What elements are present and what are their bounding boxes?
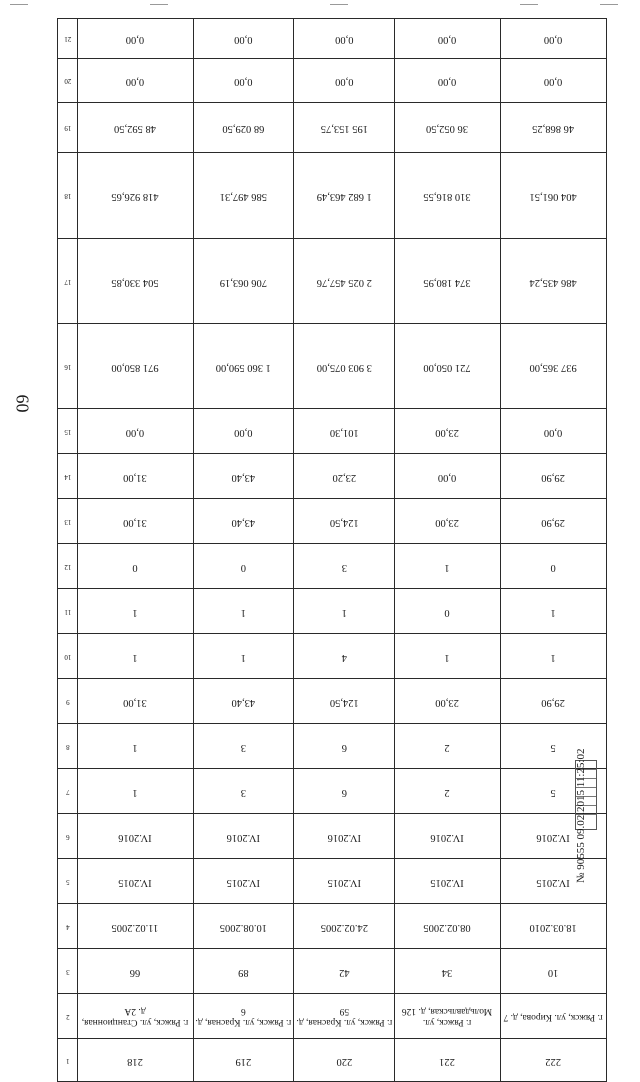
table-row — [58, 814, 607, 859]
table-row — [58, 324, 607, 409]
column-number-cell: 8 — [58, 724, 78, 769]
table-cell: 43,40 — [193, 454, 294, 499]
table-cell: 48 592,50 — [77, 103, 193, 153]
table-cell: 1 — [77, 724, 193, 769]
table-cell: 0 — [193, 544, 294, 589]
table-row — [58, 409, 607, 454]
table-cell: IV.2015 — [294, 859, 395, 904]
table-cell: 10.08.2005 — [193, 904, 294, 949]
table-cell: 1 — [394, 634, 500, 679]
table-row — [58, 634, 607, 679]
page-number: 60 — [12, 394, 33, 413]
column-number-cell: 5 — [58, 859, 78, 904]
table-cell: 486 435,24 — [500, 239, 606, 324]
column-number-cell: 21 — [58, 19, 78, 59]
table-cell: 34 — [394, 949, 500, 994]
table-cell: 2 — [394, 769, 500, 814]
table-cell: 08.02.2005 — [394, 904, 500, 949]
table-cell: 1 360 590,00 — [193, 324, 294, 409]
table-cell: 2 — [394, 724, 500, 769]
table-cell: IV.2015 — [77, 859, 193, 904]
table-cell: 1 — [77, 634, 193, 679]
table-cell: 5 — [500, 724, 606, 769]
table-cell: 1 — [294, 589, 395, 634]
table-cell: 404 061,51 — [500, 153, 606, 239]
table-row — [58, 949, 607, 994]
table-cell: 3 — [193, 769, 294, 814]
table-cell: 1 — [500, 589, 606, 634]
document-footer — [575, 745, 635, 885]
column-number-cell: 6 — [58, 814, 78, 859]
table-cell: 3 — [294, 544, 395, 589]
table-cell: 0,00 — [500, 409, 606, 454]
table-row — [58, 724, 607, 769]
table-cell: IV.2016 — [394, 814, 500, 859]
table-cell: 124,50 — [294, 679, 395, 724]
table-cell: 68 029,50 — [193, 103, 294, 153]
table-cell: 0 — [77, 544, 193, 589]
table-row — [58, 544, 607, 589]
table-cell: 1 — [394, 544, 500, 589]
table-row — [58, 679, 607, 724]
scan-edge-marks — [0, 4, 640, 10]
table-row — [58, 994, 607, 1039]
table-cell: 29,90 — [500, 454, 606, 499]
table-cell: 29,90 — [500, 499, 606, 544]
column-number-cell: 2 — [58, 994, 78, 1039]
table-cell: 0,00 — [500, 19, 606, 59]
table-cell: IV.2015 — [500, 859, 606, 904]
table-cell: 3 — [193, 724, 294, 769]
table-cell: 23,20 — [294, 454, 395, 499]
table-cell: 29,90 — [500, 679, 606, 724]
table-cell: 937 365,00 — [500, 324, 606, 409]
table-row — [58, 153, 607, 239]
column-number-cell: 3 — [58, 949, 78, 994]
table-row — [58, 1039, 607, 1082]
table-cell: 89 — [193, 949, 294, 994]
table-cell: IV.2016 — [77, 814, 193, 859]
table-cell: 31,00 — [77, 499, 193, 544]
column-number-cell: 13 — [58, 499, 78, 544]
table-cell: 1 — [77, 589, 193, 634]
table-cell: 0,00 — [193, 59, 294, 103]
data-table-wrapper — [57, 18, 607, 1067]
table-cell: 0,00 — [77, 59, 193, 103]
table-cell: 6 — [294, 724, 395, 769]
column-number-cell: 9 — [58, 679, 78, 724]
table-cell: 0,00 — [394, 19, 500, 59]
table-cell: 66 — [77, 949, 193, 994]
table-cell: 11.02.2005 — [77, 904, 193, 949]
table-cell: 0,00 — [394, 454, 500, 499]
table-cell: 124,50 — [294, 499, 395, 544]
column-number-cell: 18 — [58, 153, 78, 239]
table-cell: 3 903 075,00 — [294, 324, 395, 409]
table-cell: 23,00 — [394, 679, 500, 724]
table-cell: 42 — [294, 949, 395, 994]
column-number-cell: 16 — [58, 324, 78, 409]
table-row — [58, 769, 607, 814]
table-cell: 220 — [294, 1039, 395, 1082]
table-row — [58, 859, 607, 904]
table-cell: 23,00 — [394, 409, 500, 454]
column-number-cell: 17 — [58, 239, 78, 324]
document-id-timestamp: № 90555 09.02.2015 11:25:02 — [575, 748, 587, 883]
column-number-cell: 14 — [58, 454, 78, 499]
table-cell: 31,00 — [77, 679, 193, 724]
column-number-cell: 10 — [58, 634, 78, 679]
column-number-cell: 19 — [58, 103, 78, 153]
table-cell: 10 — [500, 949, 606, 994]
table-cell: 4 — [294, 634, 395, 679]
table-row — [58, 454, 607, 499]
table-cell: 195 153,75 — [294, 103, 395, 153]
table-cell: г. Ряжск, ул. Кирова, д. 7 — [500, 994, 606, 1039]
table-cell: 0,00 — [500, 59, 606, 103]
table-cell: 1 — [193, 589, 294, 634]
column-number-cell: 11 — [58, 589, 78, 634]
table-cell: 0,00 — [294, 59, 395, 103]
table-cell: 0 — [394, 589, 500, 634]
table-cell: 36 052,50 — [394, 103, 500, 153]
table-cell: 222 — [500, 1039, 606, 1082]
table-cell: IV.2015 — [394, 859, 500, 904]
table-cell: г. Ряжск, ул. Мольдавльская, д. 126 — [394, 994, 500, 1039]
table-row — [58, 103, 607, 153]
table-cell: 2 025 457,76 — [294, 239, 395, 324]
table-cell: 31,00 — [77, 454, 193, 499]
column-number-cell: 7 — [58, 769, 78, 814]
table-cell: 0,00 — [394, 59, 500, 103]
table-cell: 218 — [77, 1039, 193, 1082]
column-number-cell: 4 — [58, 904, 78, 949]
column-number-cell: 15 — [58, 409, 78, 454]
table-cell: 706 063,19 — [193, 239, 294, 324]
table-cell: IV.2015 — [193, 859, 294, 904]
table-cell: 24.02.2005 — [294, 904, 395, 949]
table-cell: 43,40 — [193, 499, 294, 544]
table-cell: 971 850,00 — [77, 324, 193, 409]
table-cell: 0,00 — [294, 19, 395, 59]
table-row — [58, 19, 607, 59]
table-cell: 0,00 — [77, 409, 193, 454]
table-cell: 46 868,25 — [500, 103, 606, 153]
table-cell: г. Ряжск, ул. Красная, д. 6 — [193, 994, 294, 1039]
table-cell: 18.03.2010 — [500, 904, 606, 949]
table-cell: 6 — [294, 769, 395, 814]
table-cell: 101,30 — [294, 409, 395, 454]
table-cell: IV.2016 — [193, 814, 294, 859]
table-cell: 0,00 — [77, 19, 193, 59]
table-cell: 1 — [500, 634, 606, 679]
table-cell: IV.2016 — [500, 814, 606, 859]
table-cell: 1 — [193, 634, 294, 679]
table-row — [58, 499, 607, 544]
table-cell: 418 926,65 — [77, 153, 193, 239]
column-number-cell: 20 — [58, 59, 78, 103]
table-cell: 586 497,31 — [193, 153, 294, 239]
table-cell: г. Ряжск, ул. Станционная, д. 2А — [77, 994, 193, 1039]
table-cell: 221 — [394, 1039, 500, 1082]
table-cell: 5 — [500, 769, 606, 814]
table-row — [58, 59, 607, 103]
table-cell: 504 330,85 — [77, 239, 193, 324]
table-cell: IV.2016 — [294, 814, 395, 859]
table-cell: г. Ряжск, ул. Красная, д. 59 — [294, 994, 395, 1039]
column-number-cell: 1 — [58, 1039, 78, 1082]
table-cell: 1 682 463,49 — [294, 153, 395, 239]
table-cell: 219 — [193, 1039, 294, 1082]
table-cell: 0,00 — [193, 19, 294, 59]
table-cell: 721 050,00 — [394, 324, 500, 409]
table-cell: 0,00 — [193, 409, 294, 454]
table-row — [58, 904, 607, 949]
table-cell: 23,00 — [394, 499, 500, 544]
table-row — [58, 239, 607, 324]
data-table — [57, 18, 607, 1082]
column-number-cell: 12 — [58, 544, 78, 589]
table-cell: 310 816,55 — [394, 153, 500, 239]
table-row — [58, 589, 607, 634]
table-cell: 0 — [500, 544, 606, 589]
table-cell: 43,40 — [193, 679, 294, 724]
table-cell: 374 180,95 — [394, 239, 500, 324]
table-cell: 1 — [77, 769, 193, 814]
